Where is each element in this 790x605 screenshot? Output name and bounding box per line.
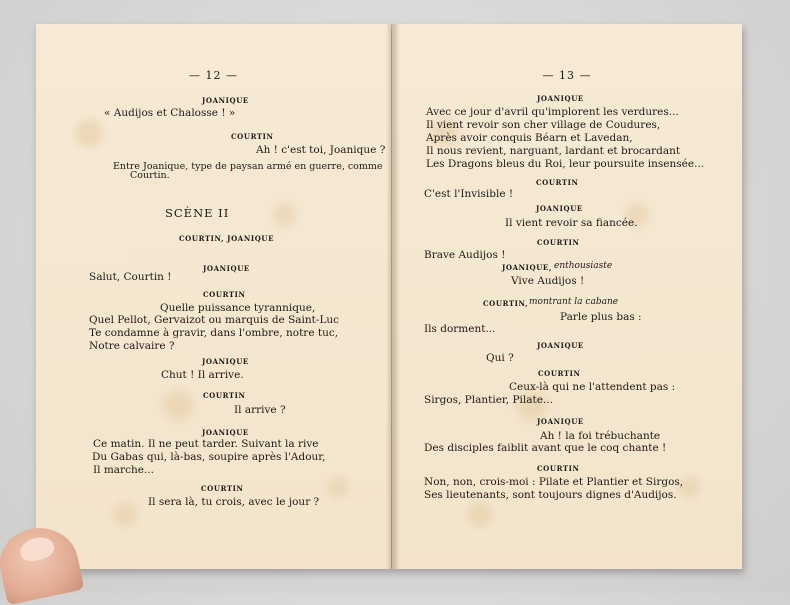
- stage-direction: montrant la cabane: [529, 297, 619, 307]
- speaker-label: COURTIN: [537, 464, 580, 473]
- stage-direction: Entre Joanique, type de paysan armé en guerre, comme: [113, 161, 383, 172]
- verse-line: Ils dorment...: [424, 323, 496, 335]
- characters-heading: COURTIN, JOANIQUE: [179, 234, 275, 243]
- verse-line: Brave Audijos !: [424, 249, 506, 261]
- verse-line: Les Dragons bleus du Roi, leur poursuite insensée...: [426, 158, 705, 170]
- verse-line: Salut, Courtin !: [89, 271, 172, 283]
- stage-direction: enthousiaste: [554, 261, 613, 271]
- verse-line: Ses lieutenants, sont toujours dignes d'Audijos.: [424, 489, 677, 501]
- speaker-label: JOANIQUE: [202, 96, 249, 105]
- verse-line: Il arrive ?: [234, 404, 286, 416]
- speaker-label: COURTIN: [538, 369, 581, 378]
- speaker-label: COURTIN,: [483, 299, 529, 308]
- verse-line: Il vient revoir sa fiancée.: [505, 217, 638, 229]
- verse-line: Sirgos, Plantier, Pilate...: [424, 394, 553, 406]
- speaker-label: JOANIQUE: [537, 417, 584, 426]
- speaker-label: COURTIN: [203, 391, 246, 400]
- verse-line: Chut ! Il arrive.: [161, 369, 244, 381]
- verse-line: Quelle puissance tyrannique,: [160, 302, 316, 314]
- verse-line: Ceux-là qui ne l'attendent pas :: [509, 381, 676, 393]
- verse-line: Avec ce jour d'avril qu'implorent les verdures...: [426, 106, 679, 118]
- verse-line: Il nous revient, narguant, lardant et brocardant: [426, 145, 681, 157]
- verse-line: Après avoir conquis Béarn et Lavedan,: [426, 132, 633, 144]
- speaker-label: JOANIQUE: [203, 264, 250, 273]
- speaker-label: JOANIQUE: [202, 357, 249, 366]
- verse-line: Vive Audijos !: [511, 275, 585, 287]
- verse-line: Des disciples faiblit avant que le coq chante !: [424, 442, 667, 454]
- speaker-label: COURTIN: [201, 484, 244, 493]
- speaker-label: COURTIN: [536, 178, 579, 187]
- verse-line: Non, non, crois-moi : Pilate et Plantier et Sirgos,: [424, 476, 684, 488]
- verse-line: C'est l'Invisible !: [424, 188, 514, 200]
- verse-line: Ah ! la foi trébuchante: [540, 430, 661, 442]
- verse-line: Te condamne à gravir, dans l'ombre, notre tuc,: [89, 327, 339, 339]
- speaker-label: COURTIN: [203, 290, 246, 299]
- book-gutter: [386, 24, 400, 569]
- speaker-label: JOANIQUE: [202, 428, 249, 437]
- speaker-label: COURTIN: [537, 238, 580, 247]
- right-page: [392, 24, 742, 569]
- verse-line: Ah ! c'est toi, Joanique ?: [256, 144, 386, 156]
- left-page: [36, 24, 391, 569]
- verse-line: Ce matin. Il ne peut tarder. Suivant la rive: [93, 438, 319, 450]
- verse-line: Parle plus bas :: [560, 311, 642, 323]
- verse-line: Qui ?: [486, 352, 514, 364]
- speaker-label: JOANIQUE,: [502, 263, 552, 272]
- scene-heading: SCÈNE II: [165, 206, 230, 220]
- speaker-label: COURTIN: [231, 132, 274, 141]
- page-number-right: — 13 —: [542, 69, 592, 82]
- verse-line: Du Gabas qui, là-bas, soupire après l'Adour,: [92, 451, 326, 463]
- verse-line: Notre calvaire ?: [89, 340, 175, 352]
- speaker-label: JOANIQUE: [536, 204, 583, 213]
- speaker-label: JOANIQUE: [537, 341, 584, 350]
- verse-line: Il sera là, tu crois, avec le jour ?: [148, 496, 320, 508]
- stage-direction: Courtin.: [130, 170, 170, 181]
- open-book: [30, 22, 745, 570]
- verse-line: Il vient revoir son cher village de Coudures,: [426, 119, 661, 131]
- verse-line: Il marche...: [93, 464, 154, 476]
- verse-line: « Audijos et Chalosse ! »: [104, 107, 236, 119]
- speaker-label: JOANIQUE: [537, 94, 584, 103]
- page-number-left: — 12 —: [189, 69, 238, 82]
- verse-line: Quel Pellot, Gervaizot ou marquis de Saint-Luc: [89, 314, 340, 326]
